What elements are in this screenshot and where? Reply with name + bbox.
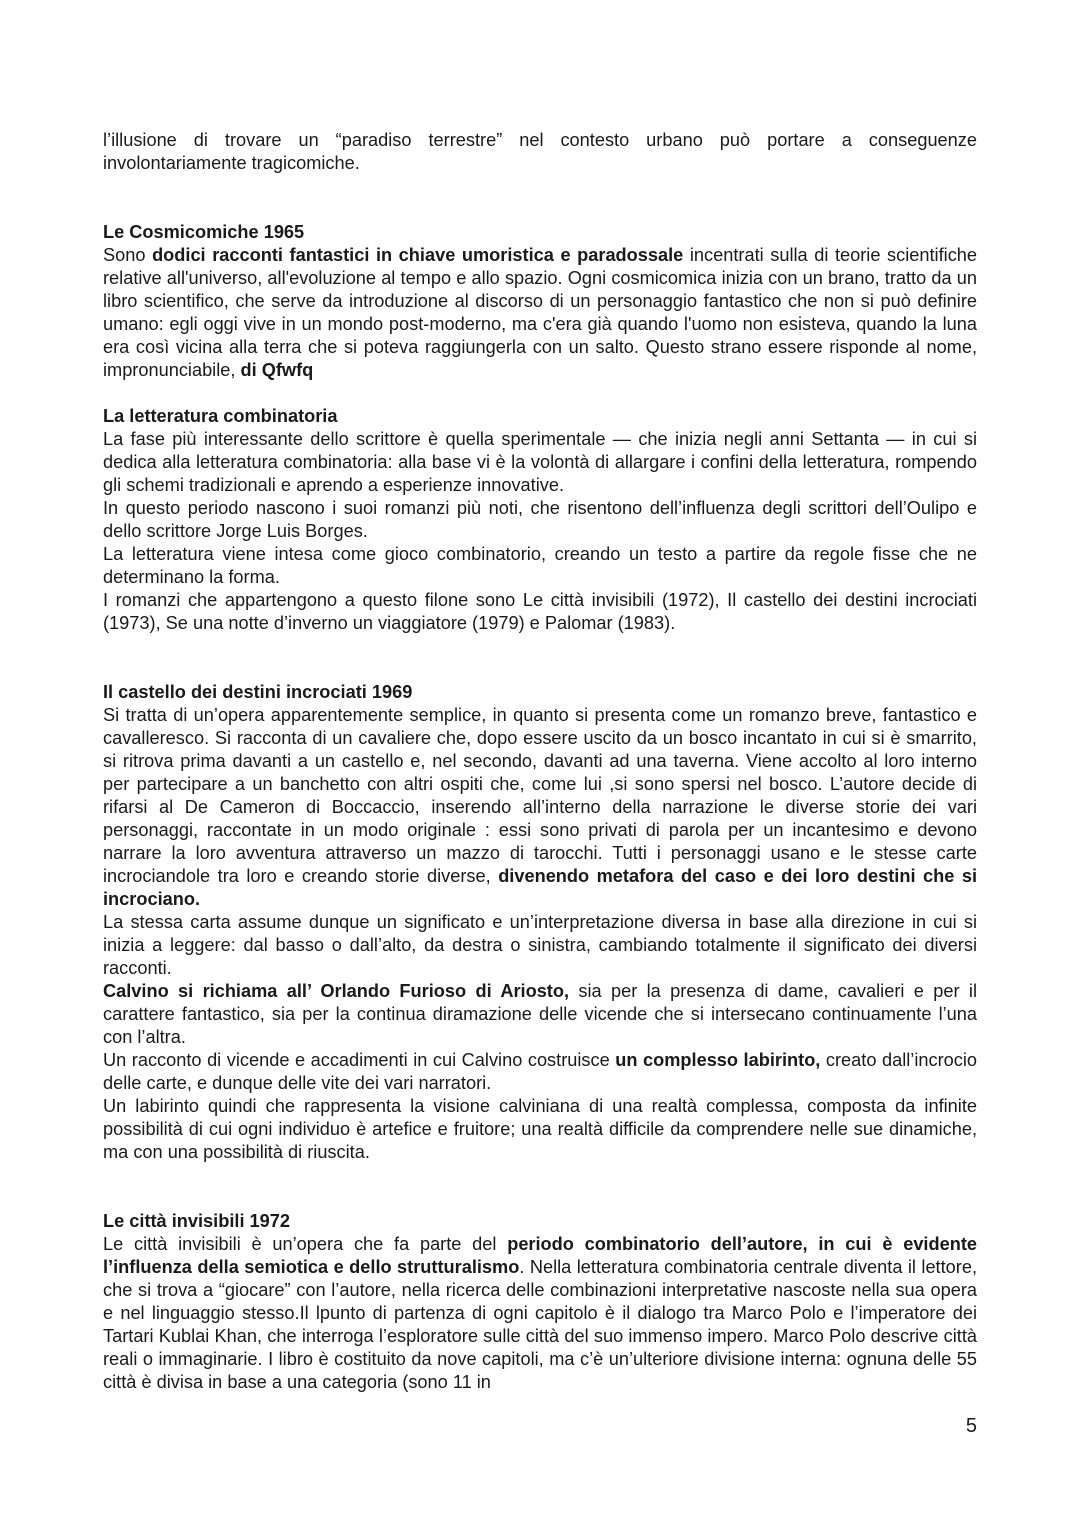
bold-text-run: periodo combinatorio dell’autore, in cui è evidente l’influenza della semiotica e dello strutturalismo (103, 1234, 977, 1277)
combinatoria-paragraph-1: La fase più interessante dello scrittore è quella sperimentale — che inizia negli anni Settanta — in cui si dedica alla letteratura combinatoria: alla base vi è la volontà di allargare i confini della letteratura, rompendo gli schemi tradizionali e aprendo a esperienze innovative. (103, 429, 977, 495)
section-heading-castello: Il castello dei destini incrociati 1969 (103, 682, 413, 702)
page-number: 5 (965, 1415, 977, 1437)
spacer (103, 382, 977, 405)
spacer (103, 1164, 977, 1210)
bold-text-run: un complesso labirinto, (615, 1050, 821, 1070)
spacer (103, 175, 977, 221)
castello-paragraph-2: La stessa carta assume dunque un significato e un’interpretazione diversa in base alla direzione in cui si inizia a leggere: dal basso o dall’alto, da destra o sinistra, cambiando totalmente il significato dei diversi racconti. (103, 912, 977, 978)
text-run: incentrati sulla di teorie scientifiche relative all'universo, all'evoluzione al tempo e allo spazio. Ogni cosmicomica inizia con un brano, tratto da un libro scientifico, che serve da introduzione al discorso di un personaggio fantastico che non si può definire umano: egli oggi vive in un mondo post-moderno, ma c'era già quando l'uomo non esisteva, quando la luna era così vicina alla terra che si poteva raggiungerla con un salto. Questo strano essere risponde al nome, impronunciabile, (103, 245, 978, 380)
castello-paragraph-3 (103, 980, 977, 1049)
bold-text-run: Calvino si richiama all’ Orlando Furioso di Ariosto, (103, 981, 570, 1001)
section-heading-combinatoria: La letteratura combinatoria (103, 406, 338, 426)
section-heading-citta: Le città invisibili 1972 (103, 1211, 291, 1231)
combinatoria-paragraph-4: I romanzi che appartengono a questo filone sono Le città invisibili (1972), Il castello dei destini incrociati (1973), Se una notte d’inverno un viaggiatore (1979) e Palomar (1983). (103, 590, 977, 633)
text-run: sia per la presenza di dame, cavalieri e per il carattere fantastico, sia per la continua diramazione delle vicende che si intersecano continuamente l’una con l’altra. (103, 981, 977, 1047)
section-heading-cosmicomiche: Le Cosmicomiche 1965 (103, 222, 305, 242)
text-run: creato dall’incrocio delle carte, e dunque delle vite dei vari narratori. (103, 1050, 977, 1093)
combinatoria-paragraph-2: In questo periodo nascono i suoi romanzi più noti, che risentono dell’influenza degli scrittori dell’Oulipo e dello scrittore Jorge Luis Borges. (103, 498, 977, 541)
castello-paragraph-4 (103, 1049, 977, 1095)
bold-text-run: di Qfwfq (240, 360, 314, 380)
bold-text-run: divenendo metafora del caso e dei loro destini che si incrociano. (103, 866, 977, 909)
text-run: Si tratta di un’opera apparentemente semplice, in quanto si presenta come un romanzo breve, fantastico e cavalleresco. Si racconta di un cavaliere che, dopo essere uscito da un bosco incantato in cui si è smarrito, si ritrova prima davanti a un castello e, nel secondo, davanti ad una taverna. Viene accolto al loro interno per partecipare a un banchetto con altri ospiti che, come lui ,si sono spersi nel bosco. L’autore decide di rifarsi al De Cameron di Boccaccio, inserendo all’interno della narrazione le diverse storie dei vari personaggi, raccontate in un modo originale : essi sono privati di parola per un incantesimo e devono narrare la loro avventura attraverso un mazzo di tarocchi. Tutti i personaggi usano e le stesse carte incrociandole tra loro e creando storie diverse, (103, 705, 977, 886)
bold-text-run: dodici racconti fantastici in chiave umoristica e paradossale (152, 245, 684, 265)
cosmicomiche-paragraph (103, 244, 977, 382)
text-run: . Nella letteratura combinatoria centrale diventa il lettore, che si trova a “giocare” con l’autore, nella ricerca delle combinazioni interpretative nascoste nella sua opera e nel linguaggio stesso.Il lpunto di partenza di ogni capitolo è il dialogo tra Marco Polo e l’imperatore dei Tartari Kublai Khan, che interroga l’esploratore sulle città del suo immenso impero. Marco Polo descrive città reali o immaginarie. I libro è costituito da nove capitoli, ma c’è un’ulteriore divisione interna: ognuna delle 55 città è divisa in base a una categoria (sono 11 in (103, 1257, 978, 1392)
castello-paragraph-5: Un labirinto quindi che rappresenta la visione calviniana di una realtà complessa, composta da infinite possibilità di cui ogni individuo è artefice e fruitore; una realtà difficile da comprendere nelle sue dinamiche, ma con una possibilità di riuscita. (103, 1096, 977, 1162)
intro-paragraph: l’illusione di trovare un “paradiso terrestre” nel contesto urbano può portare a conseguenze involontariamente tragicomiche. (103, 130, 977, 173)
combinatoria-paragraph-3: La letteratura viene intesa come gioco combinatorio, creando un testo a partire da regole fisse che ne determinano la forma. (103, 544, 977, 587)
citta-paragraph-1 (103, 1233, 977, 1394)
text-run: Le città invisibili è un’opera che fa parte del (103, 1234, 508, 1254)
spacer (103, 635, 977, 681)
castello-paragraph-1 (103, 704, 977, 911)
text-run: Sono (103, 245, 153, 265)
text-run: Un racconto di vicende e accadimenti in cui Calvino costruisce (103, 1050, 616, 1070)
document-page (103, 129, 977, 1394)
